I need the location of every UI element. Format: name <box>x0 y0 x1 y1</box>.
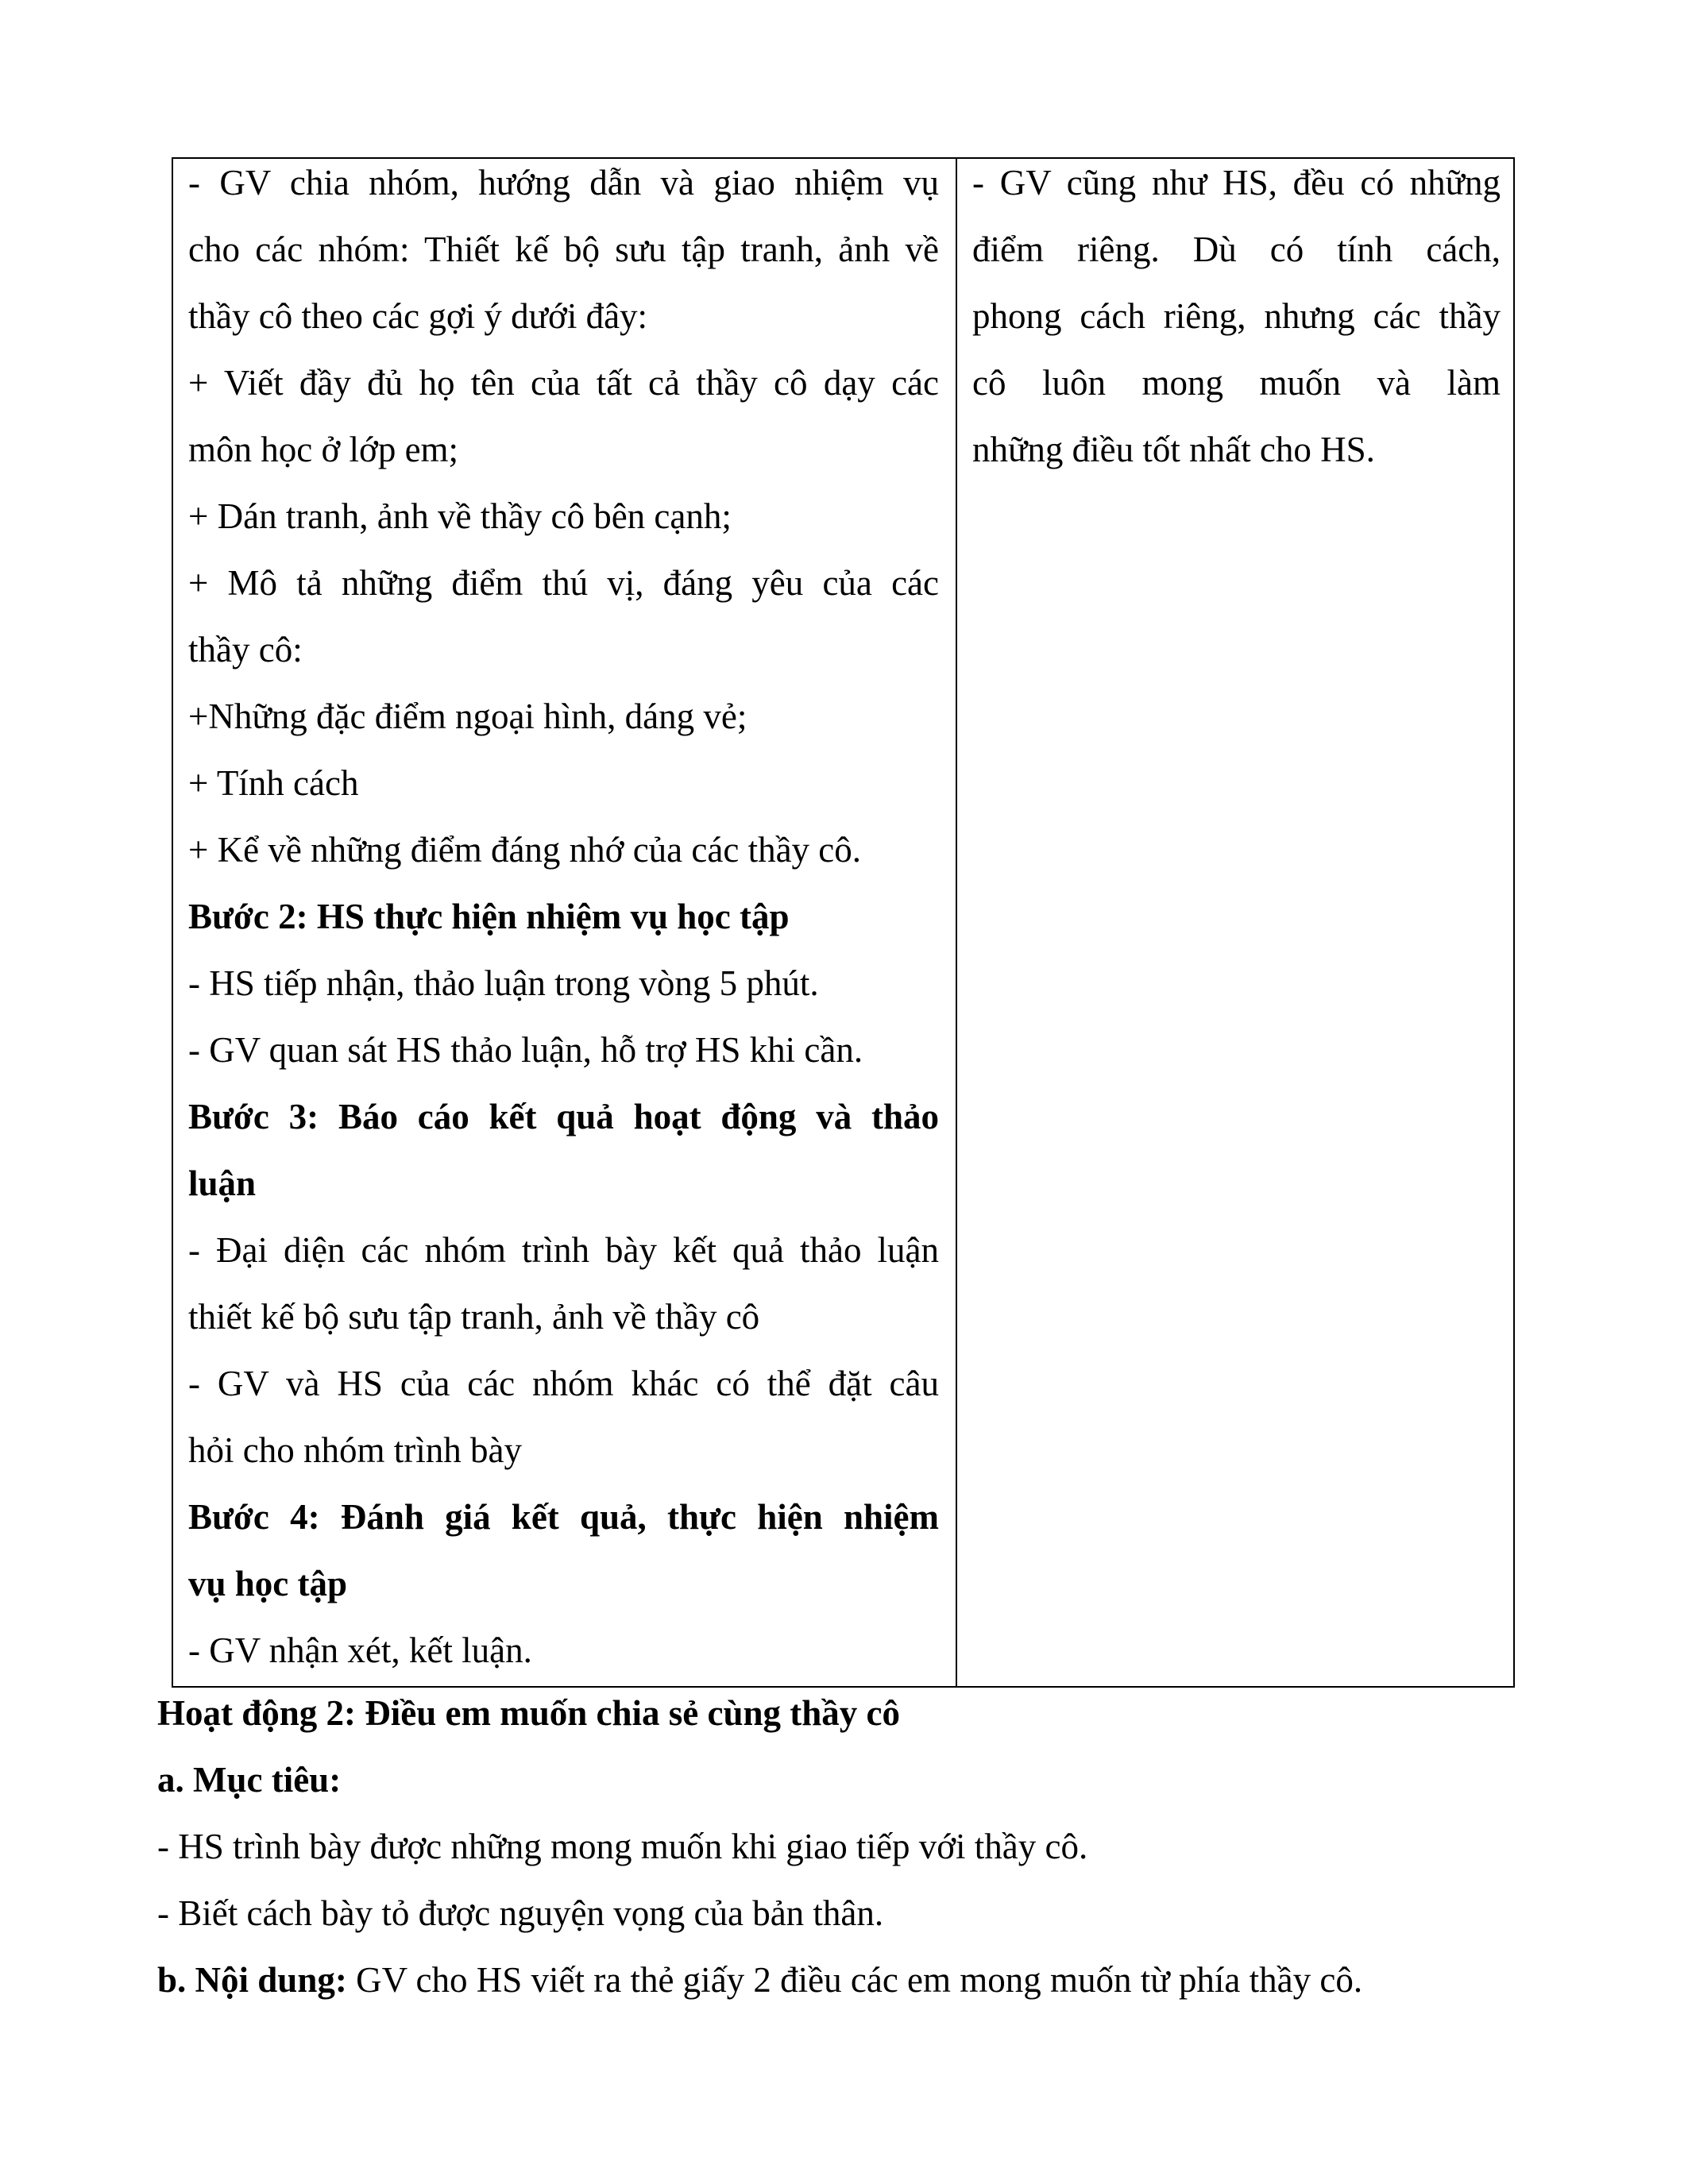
content-text: GV cho HS viết ra thẻ giấy 2 điều các em mong muốn từ phía thầy cô. <box>346 1960 1363 2000</box>
step-heading-line: Bước 3: Báo cáo kết quả hoạt động và thảo <box>188 1097 939 1136</box>
text-line: những điều tốt nhất cho HS. <box>972 430 1375 469</box>
objective-item: - HS trình bày được những mong muốn khi giao tiếp với thầy cô. <box>157 1827 1088 1866</box>
activity-2-section <box>157 1680 1524 2013</box>
content-line <box>157 1947 1524 2013</box>
text-line: - HS tiếp nhận, thảo luận trong vòng 5 phút. <box>188 963 819 1003</box>
text-line: + Viết đầy đủ họ tên của tất cả thầy cô dạy các <box>188 363 939 403</box>
text-line: thầy cô: <box>188 630 303 669</box>
text-line: +Những đặc điểm ngoại hình, dáng vẻ; <box>188 696 747 736</box>
text-line: - GV nhận xét, kết luận. <box>188 1630 532 1670</box>
text-line: - GV cũng như HS, đều có những <box>972 163 1501 203</box>
step-heading-line: Bước 4: Đánh giá kết quả, thực hiện nhiệm <box>188 1497 939 1537</box>
step-heading-line: Bước 2: HS thực hiện nhiệm vụ học tập <box>188 897 790 936</box>
text-line: cô luôn mong muốn và làm <box>972 363 1501 403</box>
text-line: + Dán tranh, ảnh về thầy cô bên cạnh; <box>188 496 732 536</box>
text-line: cho các nhóm: Thiết kế bộ sưu tập tranh, ảnh về <box>188 230 939 269</box>
text-line: + Kể về những điểm đáng nhớ của các thầy cô. <box>188 830 862 870</box>
lesson-table <box>172 157 1515 1688</box>
text-line: - Đại diện các nhóm trình bày kết quả thảo luận <box>188 1230 939 1270</box>
text-line: - GV chia nhóm, hướng dẫn và giao nhiệm vụ <box>188 163 939 203</box>
text-line: thiết kế bộ sưu tập tranh, ảnh về thầy cô <box>188 1297 760 1337</box>
content-label: b. Nội dung: <box>157 1960 347 2000</box>
text-line: + Tính cách <box>188 763 359 803</box>
text-line: - GV quan sát HS thảo luận, hỗ trợ HS khi cần. <box>188 1030 863 1070</box>
text-line: - GV và HS của các nhóm khác có thể đặt câu <box>188 1364 939 1403</box>
text-line: điểm riêng. Dù có tính cách, <box>972 230 1501 269</box>
step-heading-line: vụ học tập <box>188 1564 348 1603</box>
text-line: + Mô tả những điểm thú vị, đáng yêu của các <box>188 563 939 603</box>
column-divider <box>956 159 957 1686</box>
text-line: môn học ở lớp em; <box>188 430 459 469</box>
step-heading-line: luận <box>188 1163 257 1203</box>
text-line: thầy cô theo các gợi ý dưới đây: <box>188 296 648 336</box>
text-line: hỏi cho nhóm trình bày <box>188 1430 522 1470</box>
teacher-student-activity-cell <box>188 149 939 1684</box>
text-line: phong cách riêng, nhưng các thầy <box>972 296 1501 336</box>
objective-item: - Biết cách bày tỏ được nguyện vọng của bản thân. <box>157 1893 884 1933</box>
activity-heading: Hoạt động 2: Điều em muốn chia sẻ cùng thầy cô <box>157 1693 901 1733</box>
expected-outcome-cell <box>972 149 1501 483</box>
objective-heading: a. Mục tiêu: <box>157 1760 342 1800</box>
